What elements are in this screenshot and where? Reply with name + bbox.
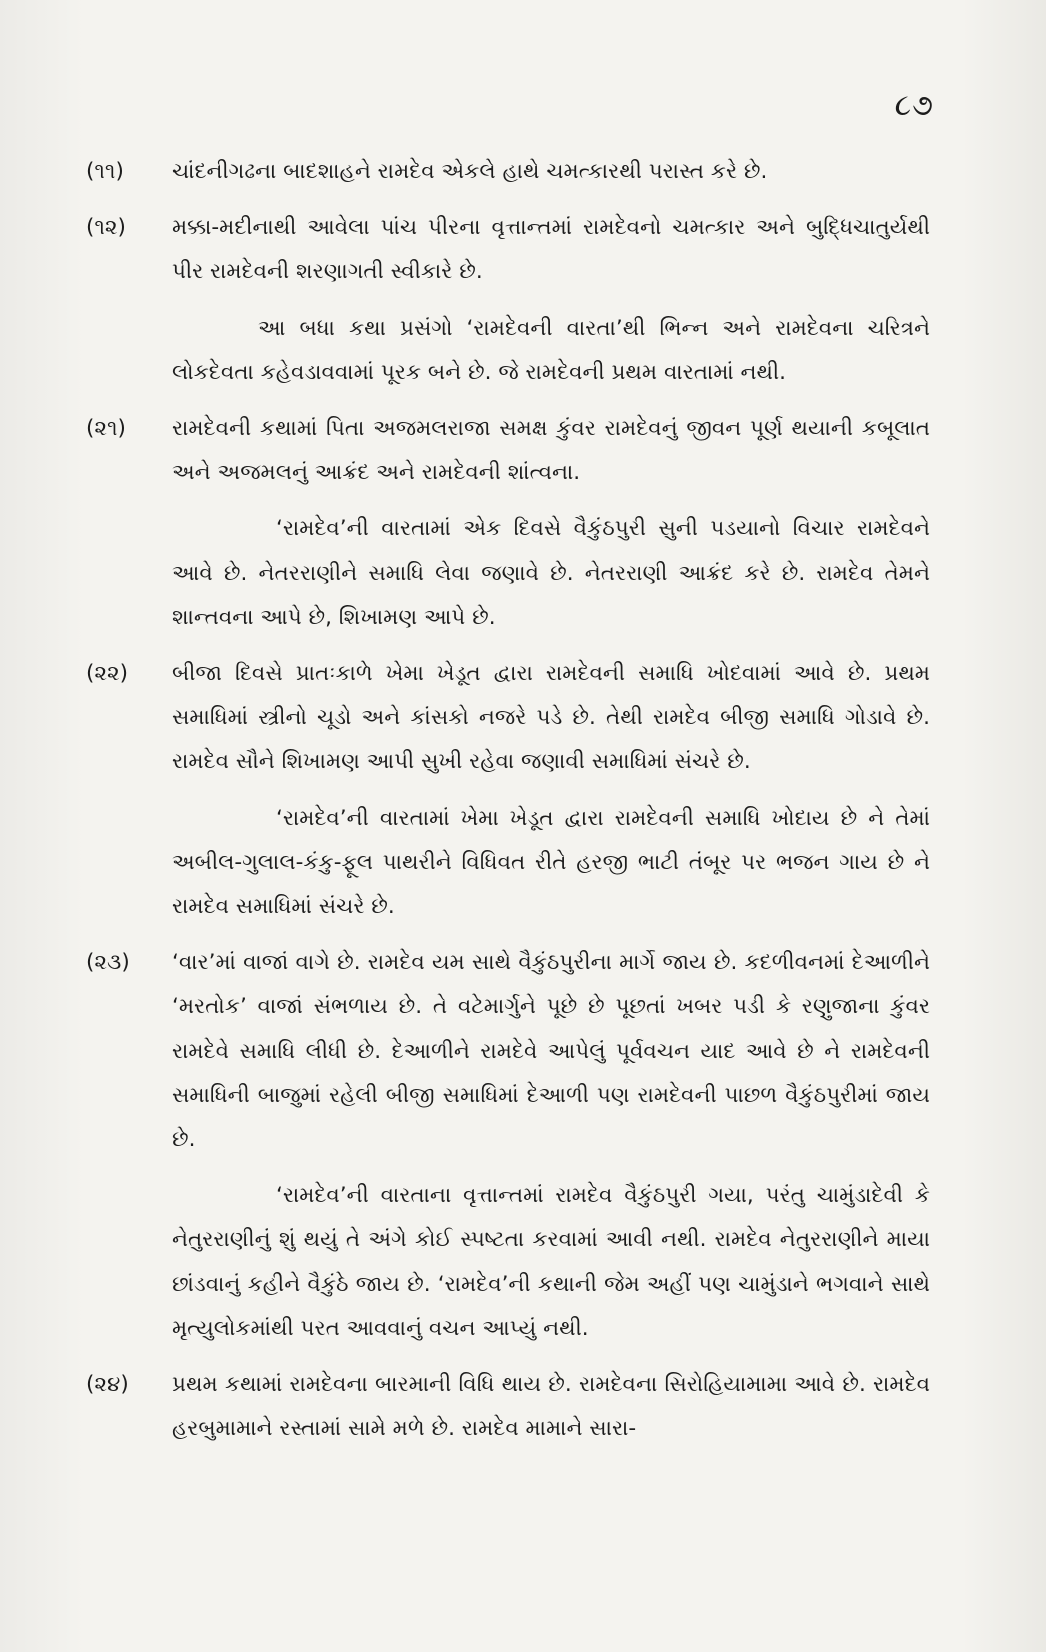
item-text: ‘વાર’માં વાજાં વાગે છે. રામદેવ યમ સાથે વૈકુંઠપુરીના માર્ગે જાય છે. કદળીવનમાં દેઆળીને ‘મરતોક’ વાજાં સંભળાય છે. તે વટેમાર્ગુને પૂછે છે પૂછતાં ખબર પડી કે રણુજાના કુંવર રામદેવે સમાધિ લીધી છે. દેઆળીને રામદેવે આપેલું પૂર્વવચન યાદ આવે છે ને રામદેવની સમાધિની બાજુમાં રહેલી બીજી સમાધિમાં દેઆળી પણ રામદેવની પાછળ વૈકુંઠપુરીમાં જાય છે. — [172, 950, 930, 1153]
commentary-paragraph — [86, 507, 930, 640]
item-number: (૨૩) — [86, 950, 130, 976]
paragraph-text: ‘રામદેવ’ની વારતાના વૃત્તાન્તમાં રામદેવ વૈકુંઠપુરી ગયા, પરંતુ ચામુંડાદેવી કે નેતુરરાણીનું શું થયું તે અંગે કોઈ સ્પષ્ટતા કરવામાં આવી નથી. રામદેવ નેતુરરાણીને માયા છાંડવાનું કહીને વૈકુંઠે જાય છે. ‘રામદેવ’ની કથાની જેમ અહીં પણ ચામુંડાને ભગવાને સાથે મૃત્યુલોકમાંથી પરત આવવાનું વચન આપ્યું નથી. — [172, 1183, 930, 1341]
item-number: (૧૧) — [86, 159, 124, 184]
paragraph-text: આ બધા કથા પ્રસંગો ‘રામદેવની વારતા’થી ભિન્ન અને રામદેવના ચરિત્રને લોકદેવતા કહેવડાવવામાં પૂરક બને છે. જે રામદેવની પ્રથમ વારતામાં નથી. — [172, 315, 930, 385]
commentary-paragraph — [86, 1174, 930, 1351]
page-body — [86, 150, 930, 1463]
item-text: ચાંદનીગઢના બાદશાહને રામદેવ એકલે હાથે ચમત્કારથી પરાસ્ત કરે છે. — [172, 159, 768, 184]
item-number: (૨૪) — [86, 1372, 129, 1398]
commentary-paragraph — [86, 797, 930, 930]
list-item-12 — [86, 206, 930, 294]
list-item-11 — [86, 150, 930, 194]
list-item-21 — [86, 407, 930, 495]
item-number: (૧૨) — [86, 215, 126, 241]
item-number: (૨૨) — [86, 661, 129, 687]
paragraph-text: ‘રામદેવ’ની વારતામાં એક દિવસે વૈકુંઠપુરી સુની પડયાનો વિચાર રામદેવને આવે છે. નેતરરાણીને સમાધિ લેવા જણાવે છે. નેતરરાણી આક્રંદ કરે છે. રામદેવ તેમને શાન્તવના આપે છે, શિખામણ આપે છે. — [172, 516, 930, 630]
item-number: (૨૧) — [86, 416, 126, 442]
list-item-24 — [86, 1363, 930, 1451]
list-item-23 — [86, 941, 930, 1162]
item-text: મક્કા-મદીનાથી આવેલા પાંચ પીરના વૃત્તાન્તમાં રામદેવનો ચમત્કાર અને બુદ્ધિચાતુર્યથી પીર રામદેવની શરણાગતી સ્વીકારે છે. — [172, 215, 930, 285]
item-text: પ્રથમ કથામાં રામદેવના બારમાની વિધિ થાય છે. રામદેવના સિરોહિયામામા આવે છે. રામદેવ હરબુમામાને રસ્તામાં સામે મળે છે. રામદેવ મામાને સારા- — [172, 1372, 930, 1442]
item-text: બીજા દિવસે પ્રાતઃકાળે ખેમા ખેડૂત દ્વારા રામદેવની સમાધિ ખોદવામાં આવે છે. પ્રથમ સમાધિમાં સ્ત્રીનો ચૂડો અને કાંસકો નજરે પડે છે. તેથી રામદેવ બીજી સમાધિ ગોડાવે છે. રામદેવ સૌને શિખામણ આપી સુખી રહેવા જણાવી સમાધિમાં સંચરે છે. — [172, 661, 930, 775]
item-text: રામદેવની કથામાં પિતા અજમલરાજા સમક્ષ કુંવર રામદેવનું જીવન પૂર્ણ થયાની કબૂલાત અને અજમલનું આક્રંદ અને રામદેવની શાંત્વના. — [172, 416, 930, 486]
list-item-22 — [86, 652, 930, 785]
page-number: ૮૭ — [894, 88, 934, 123]
commentary-paragraph — [86, 307, 930, 395]
paragraph-text: ‘રામદેવ’ની વારતામાં ખેમા ખેડૂત દ્વારા રામદેવની સમાધિ ખોદાય છે ને તેમાં અબીલ-ગુલાલ-કંકુ-ફૂલ પાથરીને વિધિવત રીતે હરજી ભાટી તંબૂર પર ભજન ગાય છે ને રામદેવ સમાધિમાં સંચરે છે. — [172, 805, 930, 920]
